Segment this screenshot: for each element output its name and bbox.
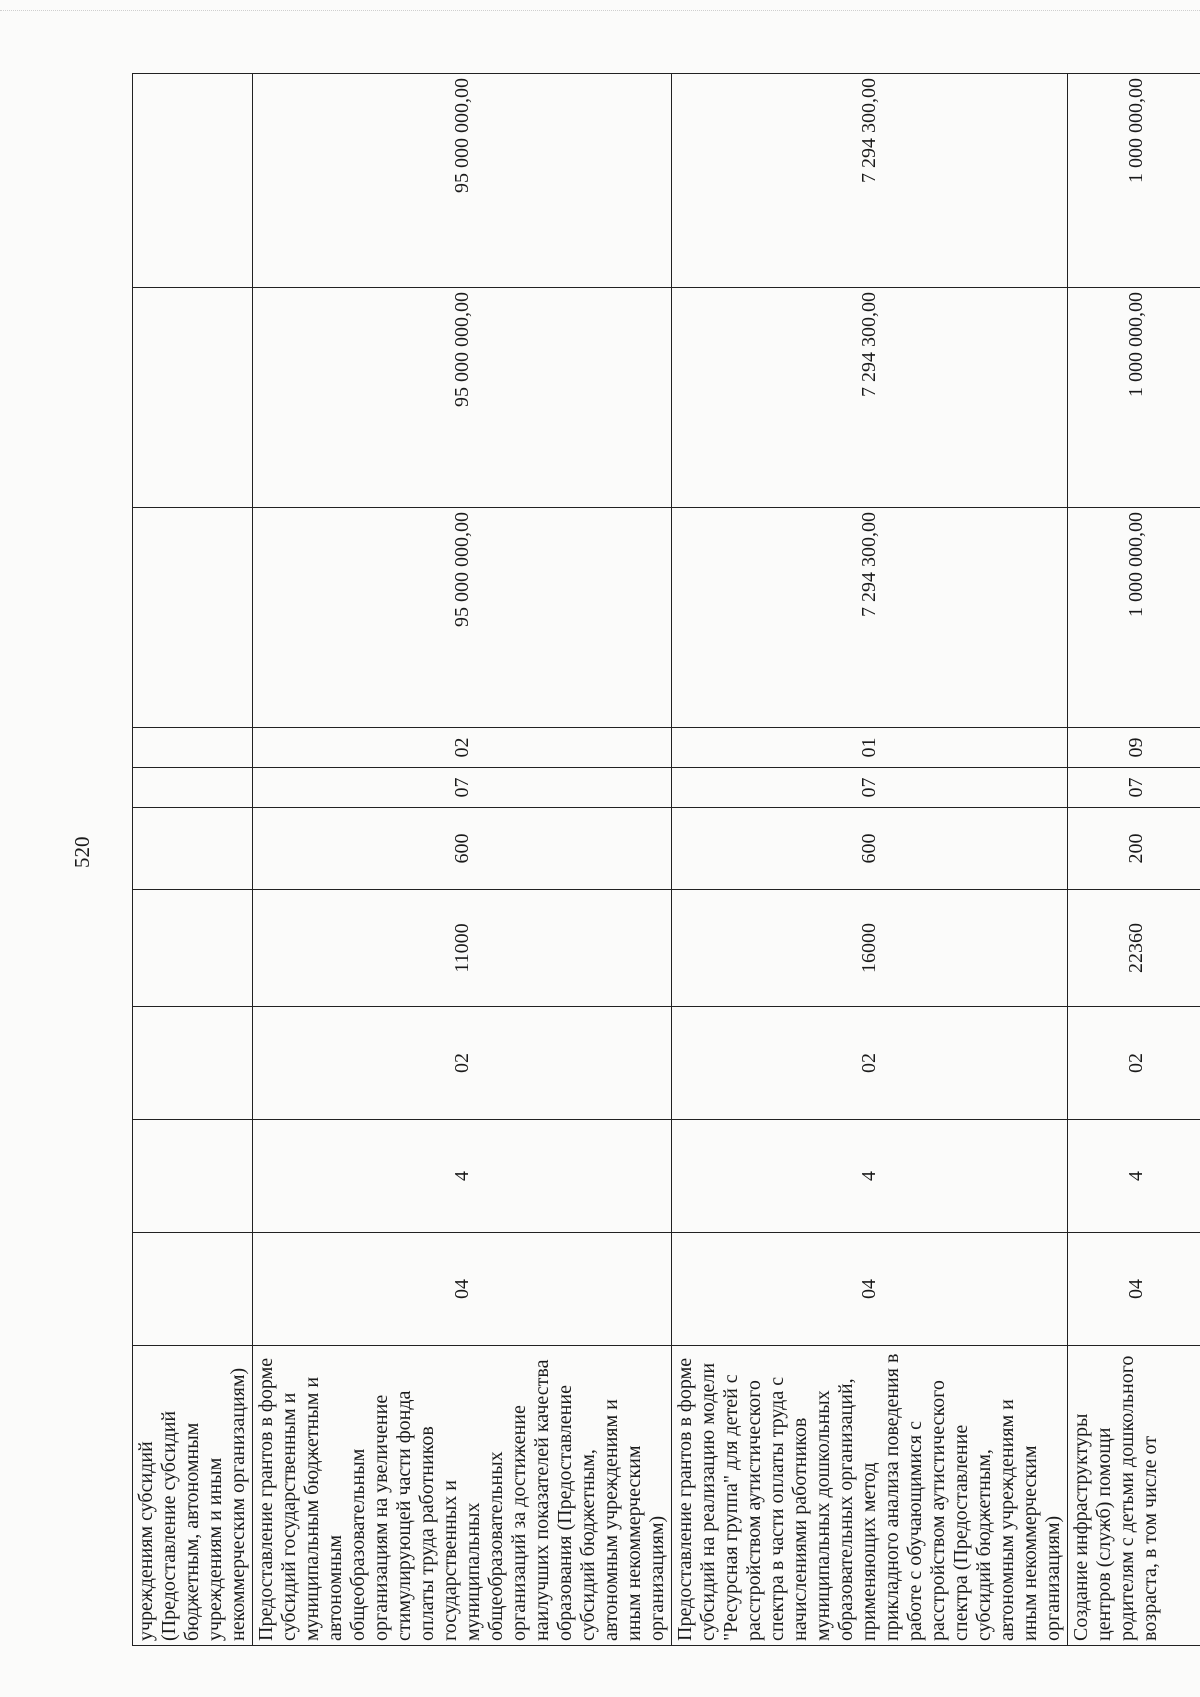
expense-type-cell: 200: [1068, 808, 1200, 890]
amount-year-3-cell: [133, 74, 253, 288]
direction-code-cell: 16000: [672, 890, 1068, 1007]
direction-code-cell: [133, 890, 253, 1007]
scan-edge-line: [0, 10, 1200, 11]
amount-year-2-cell: 1 000 000,00: [1068, 288, 1200, 508]
program-code-cell: [133, 1233, 253, 1346]
budget-table: [132, 73, 1200, 1646]
expense-type-cell: [133, 808, 253, 890]
row-name-cell: Предоставление грантов в форме субсидий государственным и муниципальным бюджетным и автономным общеобразовательным организациям на увеличение стимулирующей части фонда оплаты труда работников государственных и муниципальных общеобразовательных организаций за достижение наилучших показателей качества образования (Предоставление субсидий бюджетным, автономным учреждениям и иным некоммерческим организациям): [253, 1346, 672, 1646]
amount-year-3-cell: 95 000 000,00: [253, 74, 672, 288]
event-code-cell: 02: [1068, 1007, 1200, 1120]
subprogram-code-cell: 4: [672, 1120, 1068, 1233]
subprogram-code-cell: 4: [1068, 1120, 1200, 1233]
expense-type-cell: 600: [672, 808, 1068, 890]
amount-year-1-cell: [133, 508, 253, 728]
subsection-cell: 02: [253, 728, 672, 768]
subsection-cell: 01: [672, 728, 1068, 768]
table-row: [1068, 74, 1200, 1646]
event-code-cell: 02: [253, 1007, 672, 1120]
event-code-cell: 02: [672, 1007, 1068, 1120]
amount-year-1-cell: 7 294 300,00: [672, 508, 1068, 728]
amount-year-2-cell: 7 294 300,00: [672, 288, 1068, 508]
program-code-cell: 04: [253, 1233, 672, 1346]
rotated-page: [132, 74, 1161, 1646]
direction-code-cell: 11000: [253, 890, 672, 1007]
subsection-cell: 09: [1068, 728, 1200, 768]
section-cell: 07: [253, 768, 672, 808]
section-cell: 07: [672, 768, 1068, 808]
amount-year-3-cell: 7 294 300,00: [672, 74, 1068, 288]
expense-type-cell: 600: [253, 808, 672, 890]
amount-year-1-cell: 1 000 000,00: [1068, 508, 1200, 728]
section-cell: [133, 768, 253, 808]
table-row: [133, 74, 253, 1646]
page-number: 520: [70, 836, 94, 868]
amount-year-3-cell: 1 000 000,00: [1068, 74, 1200, 288]
row-name-cell: Создание инфраструктуры центров (служб) помощи родителям с детьми дошкольного возраста, в том числе от: [1068, 1346, 1200, 1646]
amount-year-1-cell: 95 000 000,00: [253, 508, 672, 728]
direction-code-cell: 22360: [1068, 890, 1200, 1007]
program-code-cell: 04: [1068, 1233, 1200, 1346]
subsection-cell: [133, 728, 253, 768]
subprogram-code-cell: 4: [253, 1120, 672, 1233]
event-code-cell: [133, 1007, 253, 1120]
table-row: [253, 74, 672, 1646]
amount-year-2-cell: [133, 288, 253, 508]
row-name-cell: учреждениям субсидий (Предоставление субсидий бюджетным, автономным учреждениям и иным некоммерческим организациям): [133, 1346, 253, 1646]
program-code-cell: 04: [672, 1233, 1068, 1346]
amount-year-2-cell: 95 000 000,00: [253, 288, 672, 508]
subprogram-code-cell: [133, 1120, 253, 1233]
row-name-cell: Предоставление грантов в форме субсидий на реализацию модели "Ресурсная группа" для детей с расстройством аутистического спектра в части оплаты труда с начислениями работников муниципальных дошкольных образовательных организаций, применяющих метод прикладного анализа поведения в работе с обучающимися с расстройством аутистического спектра (Предоставление субсидий бюджетным, автономным учреждениям и иным некоммерческим организациям): [672, 1346, 1068, 1646]
table-row: [672, 74, 1068, 1646]
section-cell: 07: [1068, 768, 1200, 808]
